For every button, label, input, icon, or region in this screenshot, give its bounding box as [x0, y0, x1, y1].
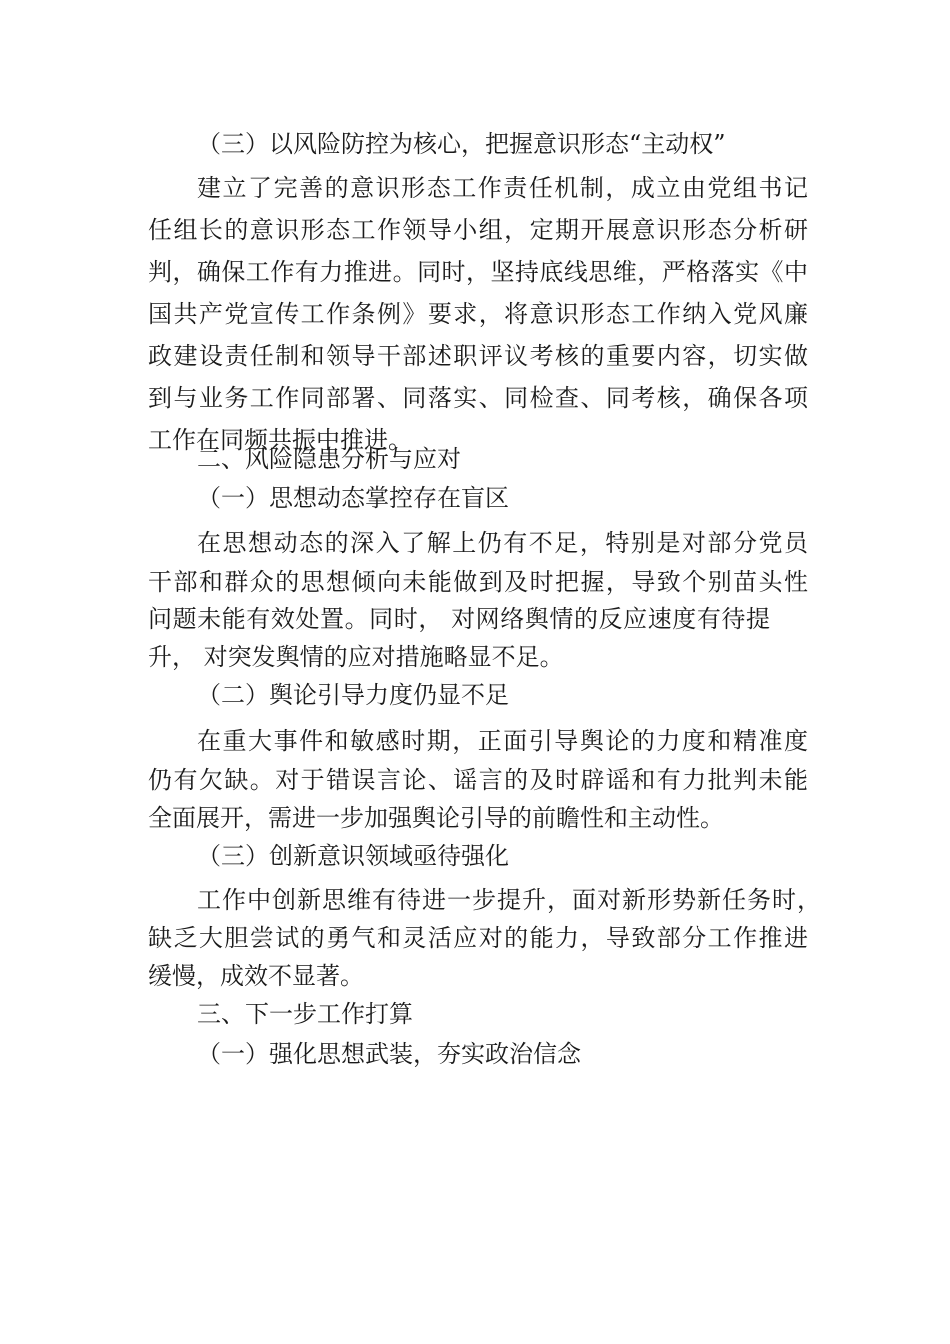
subheading-risk-control: （三）以风险防控为核心，把握意识形态“主动权”	[197, 130, 726, 158]
subheading-political-belief: （一）强化思想武装，夯实政治信念	[197, 1040, 581, 1068]
paragraph-line: 全面展开，需进一步加强舆论引导的前瞻性和主动性。	[148, 804, 724, 832]
paragraph-line: 任组长的意识形态工作领导小组，定期开展意识形态分析研	[148, 216, 808, 244]
paragraph-line: 仍有欠缺。对于错误言论、谣言的及时辟谣和有力批判未能	[148, 766, 808, 794]
paragraph-line: 缓慢，成效不显著。	[148, 962, 364, 990]
paragraph-line: 国共产党宣传工作条例》要求，将意识形态工作纳入党风廉	[148, 300, 808, 328]
paragraph-line: 到与业务工作同部署、同落实、同检查、同考核，确保各项	[148, 384, 808, 412]
paragraph-line: 在思想动态的深入了解上仍有不足，特别是对部分党员	[197, 529, 808, 557]
paragraph-line: 干部和群众的思想倾向未能做到及时把握，导致个别苗头性	[148, 568, 808, 596]
subheading-opinion-guidance: （二）舆论引导力度仍显不足	[197, 681, 509, 709]
section-heading-risks: 二、风险隐患分析与应对	[197, 445, 461, 473]
paragraph-line: 升， 对突发舆情的应对措施略显不足。	[148, 643, 564, 671]
paragraph-line: 建立了完善的意识形态工作责任机制，成立由党组书记	[197, 174, 808, 202]
paragraph-line: 工作中创新思维有待进一步提升，面对新形势新任务时，	[197, 886, 821, 914]
paragraph-line: 判，确保工作有力推进。同时，坚持底线思维，严格落实《中	[148, 258, 808, 286]
subheading-innovation: （三）创新意识领域亟待强化	[197, 842, 509, 870]
paragraph-line: 缺乏大胆尝试的勇气和灵活应对的能力，导致部分工作推进	[148, 924, 808, 952]
section-heading-next-steps: 三、下一步工作打算	[197, 1000, 413, 1028]
subheading-thought-dynamics: （一）思想动态掌控存在盲区	[197, 484, 509, 512]
paragraph-line: 政建设责任制和领导干部述职评议考核的重要内容，切实做	[148, 342, 808, 370]
paragraph-line: 问题未能有效处置。同时， 对网络舆情的反应速度有待提	[148, 605, 770, 633]
paragraph-line: 工作在同频共振中推进。	[148, 426, 412, 454]
paragraph-line: 在重大事件和敏感时期，正面引导舆论的力度和精准度	[197, 727, 808, 755]
